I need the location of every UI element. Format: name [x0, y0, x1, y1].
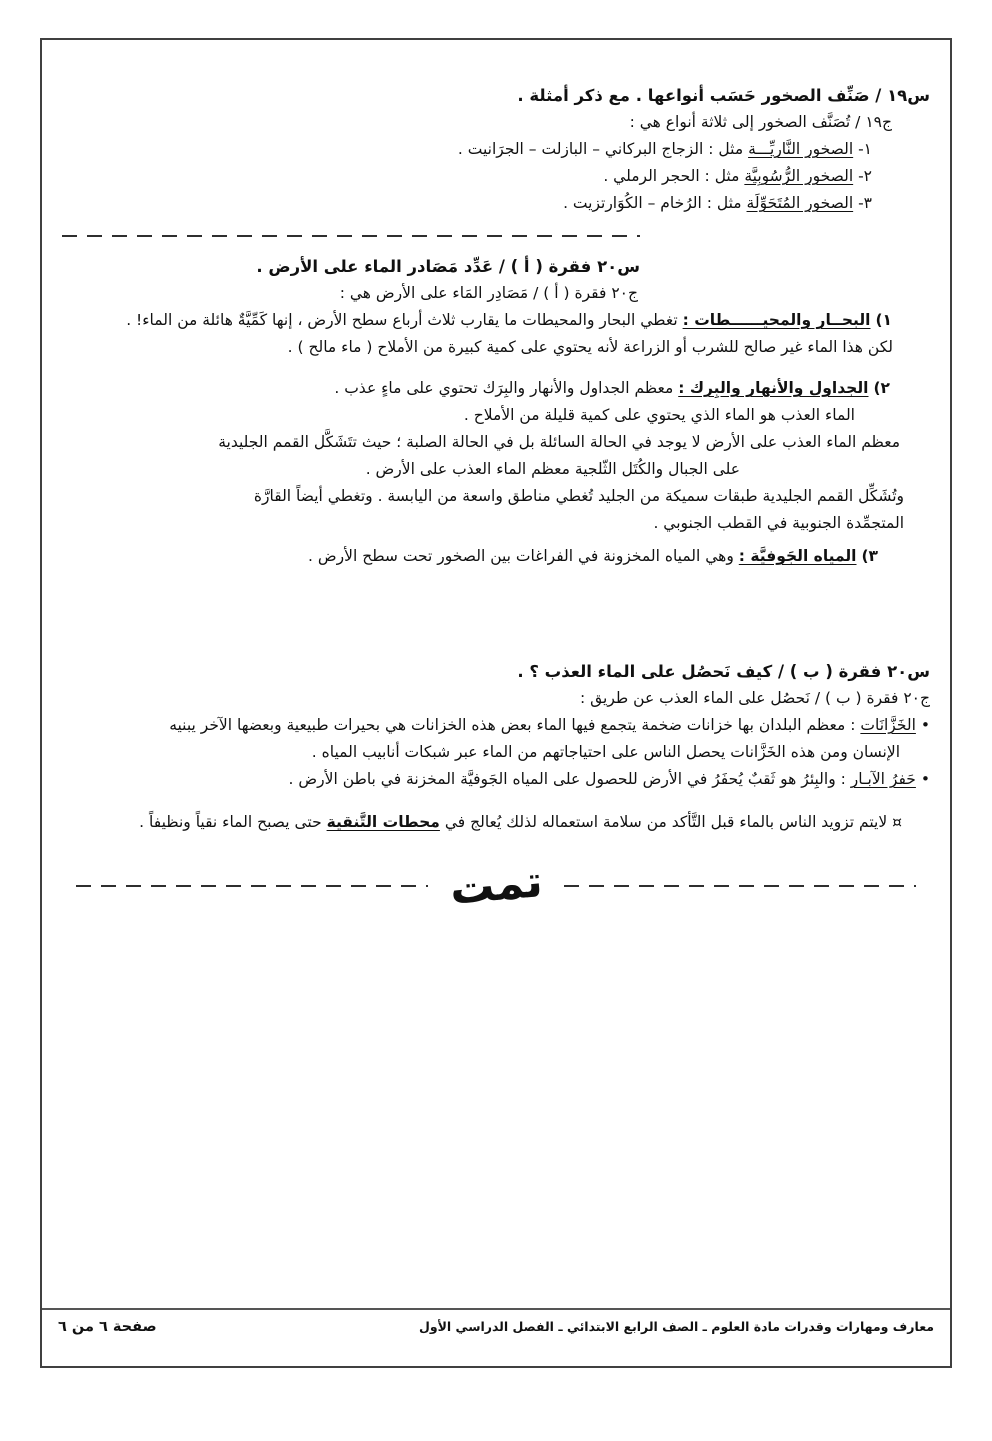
- method-text: والبِئرُ هو ثَقبٌ يُحفَرُ في الأرض للحصول على المياه الجَوفيَّة المخزنة في باطن الأرض .: [288, 770, 836, 788]
- item-number: ٢-: [858, 167, 872, 185]
- source-continuation: لكن هذا الماء غير صالح للشرب أو الزراعة لأنه يحتوي على كمية كبيرة من الأملاح ( ماء مالح ) .: [287, 338, 893, 356]
- source-number: ٢): [873, 379, 890, 397]
- source-continuation: وتُشَكِّل القمم الجليدية طبقات سميكة من الجليد تُغطي مناطق واسعة من اليابسة . وتغطي أيضاً القارَّة: [253, 487, 904, 505]
- note-text-post: حتى يصبح الماء نقياً ونظيفاً .: [139, 813, 327, 831]
- q19-item-metamorphic: [62, 190, 930, 217]
- water-source-streams-rivers: [62, 375, 930, 402]
- method-reservoirs: [62, 712, 930, 739]
- q19-item-sedimentary: [62, 163, 930, 190]
- source-number: ١): [875, 311, 892, 329]
- source-continuation: معظم الماء العذب على الأرض لا يوجد في الحالة السائلة بل في الحالة الصلبة ؛ حيث تتَشَكَّل القمم الجليدية: [218, 433, 900, 451]
- item-number: ٣-: [858, 194, 872, 212]
- water-source-seas-oceans: [62, 307, 930, 334]
- method-separator: :: [845, 716, 861, 734]
- q20b-answer-intro: ج٢٠ فقرة ( ب ) / نَحصُل على الماء العذب عن طريق :: [579, 689, 930, 707]
- end-mark: تمت: [447, 856, 545, 915]
- rock-type-label: الصخور النَّاريِّـــة: [748, 140, 854, 158]
- q20b-question: س٢٠ فقرة ( ب ) / كيف نَحصُل على الماء العذب ؟ .: [517, 662, 930, 681]
- method-label: الخَزَّانَات: [860, 716, 916, 734]
- q20a-answer-intro: ج٢٠ فقرة ( أ ) / مَصَادِر المَاء على الأرض هي :: [339, 284, 638, 302]
- rock-type-label: الصخور الرُّسُوبِيَّة: [744, 167, 854, 185]
- item-number: ١-: [858, 140, 872, 158]
- purification-note: [62, 809, 930, 836]
- source-number: ٣): [861, 547, 878, 565]
- page-footer: [42, 1308, 950, 1366]
- source-continuation: الماء العذب هو الماء الذي يحتوي على كمية قليلة من الأملاح .: [463, 406, 855, 424]
- document-content: [42, 40, 950, 915]
- q19-item-igneous: [62, 136, 930, 163]
- end-of-document-row: [62, 856, 930, 915]
- bullet-icon: •: [920, 716, 930, 734]
- item-examples: مثل : الحجر الرملي .: [603, 167, 740, 185]
- q20a-question: س٢٠ فقرة ( أ ) / عَدِّد مَصَادر الماء على الأرض .: [256, 257, 640, 276]
- source-text: تغطي البحار والمحيطات ما يقارب ثلاث أرباع سطح الأرض ، إنها كَمِّيَّةٌ هائلة من الماء! .: [126, 311, 678, 329]
- footer-page-number: صفحة ٦ من ٦: [58, 1319, 157, 1335]
- source-label: البحــار والمحيــــــطات :: [682, 311, 871, 329]
- bullet-icon: •: [920, 770, 930, 788]
- source-continuation: على الجبال والكُتَل الثّلجية معظم الماء العذب على الأرض .: [365, 460, 740, 478]
- q19-question: س١٩ / صَنِّف الصخور حَسَب أنواعها . مع ذكر أمثلة .: [517, 86, 930, 105]
- method-separator: :: [835, 770, 851, 788]
- end-dash-line: [564, 885, 916, 887]
- dashed-separator: [62, 235, 640, 237]
- method-label: حَفرُ الآبـار: [850, 770, 916, 788]
- end-dash-line: [76, 885, 428, 887]
- water-source-groundwater: [62, 543, 930, 570]
- item-examples: مثل : الرُخام – الكُوَارتزيت .: [563, 194, 742, 212]
- note-text-pre: لايتم تزويد الناس بالماء قبل التَّأكد من سلامة استعماله لذلك يُعالج في: [439, 813, 888, 831]
- rock-type-label: الصخور المُتَحَوِّلَة: [746, 194, 854, 212]
- note-highlight: محطات التَّنقية: [326, 813, 440, 831]
- source-continuation: المتجمِّدة الجنوبية في القطب الجنوبي .: [653, 514, 904, 532]
- source-text: معظم الجداول والأنهار والبِرَك تحتوي على ماءٍ عذب .: [334, 379, 674, 397]
- method-continuation: الإنسان ومن هذه الخَزَّانات يحصل الناس على احتياجاتهم من الماء عبر شبكات أنابيب المياه .: [311, 743, 900, 761]
- source-label: الجداول والأنهار والبِرك :: [678, 379, 869, 397]
- footer-course-info: معارف ومهارات وقدرات مادة العلوم ـ الصف الرابع الابتدائي ـ الفصل الدراسي الأول: [418, 1319, 934, 1334]
- page-border: [40, 38, 952, 1368]
- method-text: معظم البلدان بها خزانات ضخمة يتجمع فيها الماء بعض هذه الخزانات هي بحيرات طبيعية وبعضها الآخر يبنيه: [169, 716, 846, 734]
- source-label: المياه الجَوفيَّة :: [738, 547, 857, 565]
- note-marker-icon: ¤: [892, 813, 902, 831]
- method-digging-wells: [62, 766, 930, 793]
- source-text: وهي المياه المخزونة في الفراغات بين الصخور تحت سطح الأرض .: [308, 547, 734, 565]
- q19-answer-intro: ج١٩ / تُصَنَّف الصخور إلى ثلاثة أنواع هي :: [629, 113, 892, 131]
- item-examples: مثل : الزجاج البركاني – البازلت – الجرَانيت .: [457, 140, 744, 158]
